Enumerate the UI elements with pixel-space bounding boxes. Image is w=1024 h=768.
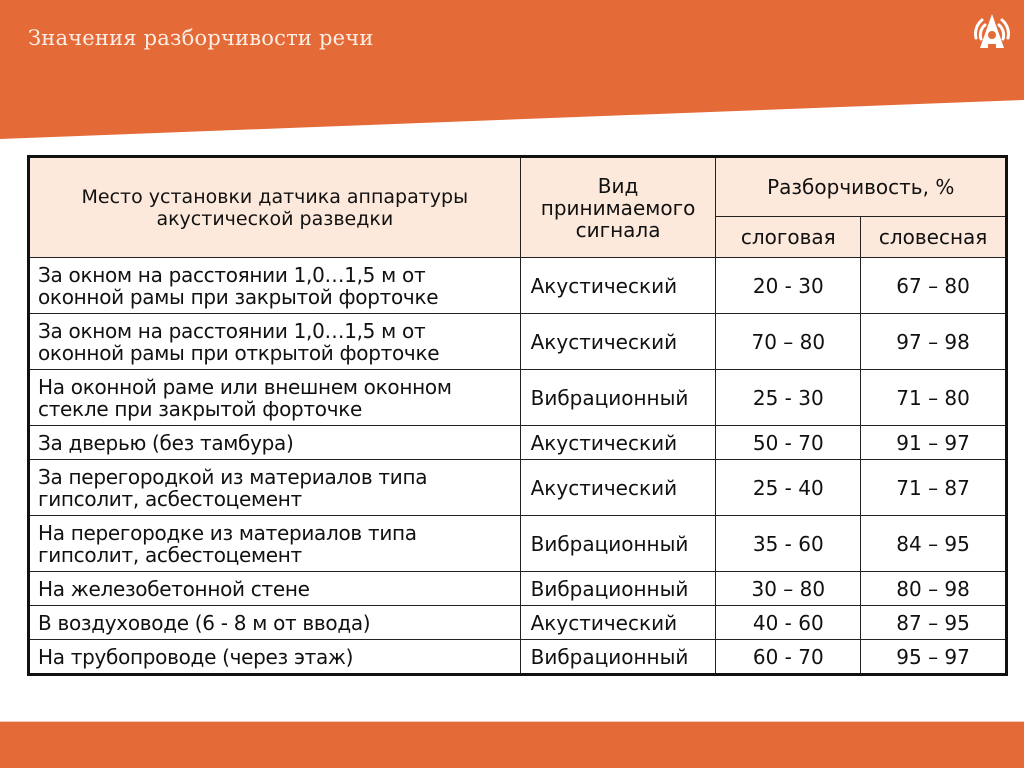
cell-verbal: 67 – 80 <box>861 258 1007 314</box>
cell-signal: Вибрационный <box>520 516 716 572</box>
header-shape <box>0 0 1024 140</box>
header-syllabic: слоговая <box>716 217 861 258</box>
cell-syllabic: 60 - 70 <box>716 640 861 675</box>
cell-signal: Акустический <box>520 606 716 640</box>
cell-syllabic: 25 - 30 <box>716 370 861 426</box>
cell-signal: Акустический <box>520 426 716 460</box>
cell-verbal: 87 – 95 <box>861 606 1007 640</box>
cell-signal: Вибрационный <box>520 572 716 606</box>
cell-syllabic: 35 - 60 <box>716 516 861 572</box>
table-header-row <box>29 157 1007 217</box>
table-row <box>29 258 1007 314</box>
cell-place: За окном на расстоянии 1,0…1,5 м от оконной рамы при открытой форточке <box>29 314 521 370</box>
cell-verbal: 95 – 97 <box>861 640 1007 675</box>
table-row <box>29 426 1007 460</box>
header-band <box>0 0 1024 140</box>
header-signal: Вид принимаемого сигнала <box>520 157 716 258</box>
antenna-a-logo-icon <box>968 8 1016 56</box>
cell-place: За перегородкой из материалов типа гипсолит, асбестоцемент <box>29 460 521 516</box>
header-verbal: словесная <box>861 217 1007 258</box>
cell-verbal: 71 – 80 <box>861 370 1007 426</box>
cell-signal: Вибрационный <box>520 370 716 426</box>
table-row <box>29 516 1007 572</box>
intelligibility-table <box>27 155 1008 676</box>
slide-title: Значения разборчивости речи <box>28 26 374 50</box>
cell-verbal: 97 – 98 <box>861 314 1007 370</box>
table-row <box>29 606 1007 640</box>
header-intelligibility: Разборчивость, % <box>716 157 1007 217</box>
header-place: Место установки датчика аппаратуры акустической разведки <box>29 157 521 258</box>
footer-band <box>0 721 1024 768</box>
cell-syllabic: 20 - 30 <box>716 258 861 314</box>
table-row <box>29 572 1007 606</box>
cell-place: На оконной раме или внешнем оконном стекле при закрытой форточке <box>29 370 521 426</box>
cell-verbal: 80 – 98 <box>861 572 1007 606</box>
table-row <box>29 640 1007 675</box>
table-row <box>29 460 1007 516</box>
cell-signal: Вибрационный <box>520 640 716 675</box>
cell-signal: Акустический <box>520 314 716 370</box>
table-row <box>29 314 1007 370</box>
cell-signal: Акустический <box>520 460 716 516</box>
cell-syllabic: 70 – 80 <box>716 314 861 370</box>
table-row <box>29 370 1007 426</box>
cell-place: В воздуховоде (6 - 8 м от ввода) <box>29 606 521 640</box>
cell-syllabic: 25 - 40 <box>716 460 861 516</box>
cell-place: За дверью (без тамбура) <box>29 426 521 460</box>
cell-verbal: 84 – 95 <box>861 516 1007 572</box>
cell-place: На перегородке из материалов типа гипсолит, асбестоцемент <box>29 516 521 572</box>
cell-verbal: 71 – 87 <box>861 460 1007 516</box>
cell-syllabic: 40 - 60 <box>716 606 861 640</box>
cell-verbal: 91 – 97 <box>861 426 1007 460</box>
cell-place: За окном на расстоянии 1,0…1,5 м от оконной рамы при закрытой форточке <box>29 258 521 314</box>
cell-syllabic: 30 – 80 <box>716 572 861 606</box>
cell-place: На железобетонной стене <box>29 572 521 606</box>
cell-signal: Акустический <box>520 258 716 314</box>
cell-syllabic: 50 - 70 <box>716 426 861 460</box>
cell-place: На трубопроводе (через этаж) <box>29 640 521 675</box>
